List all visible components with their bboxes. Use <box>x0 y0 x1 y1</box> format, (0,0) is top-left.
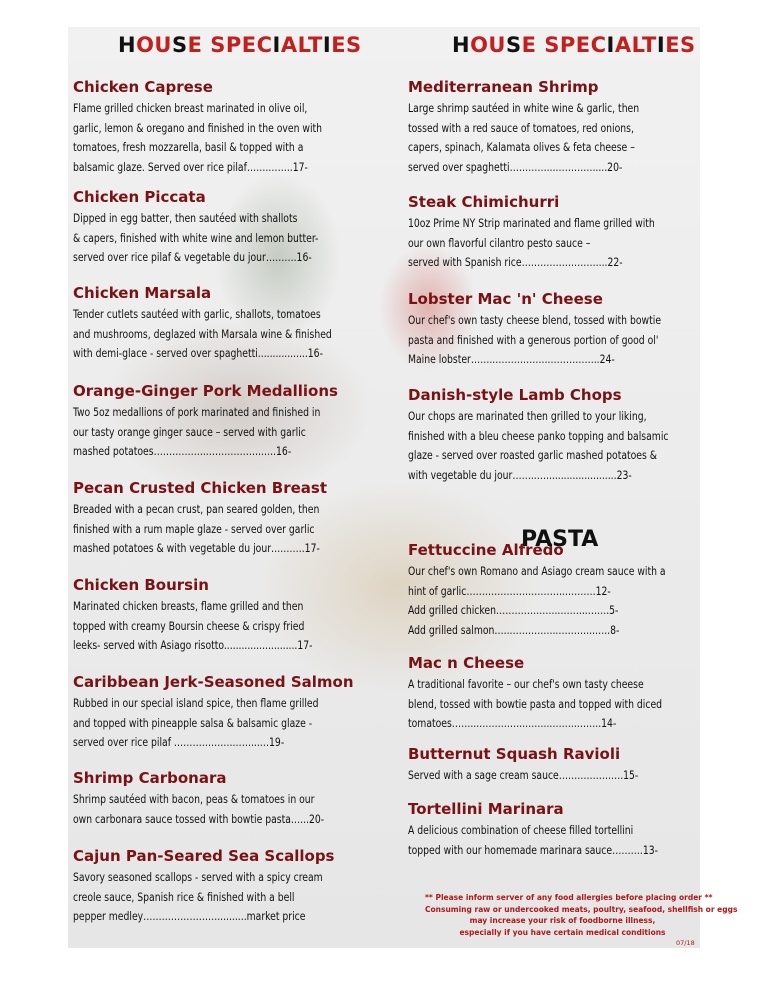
description-line: tossed with a red sauce of tomatoes, red onions, <box>408 121 634 135</box>
item-description <box>408 766 696 786</box>
item-name: Pecan Crusted Chicken Breast <box>73 479 327 497</box>
item-description <box>73 209 371 268</box>
item-description <box>408 675 696 734</box>
menu-item <box>73 768 373 829</box>
heading-part: ES <box>331 33 362 57</box>
description-line: tomatoes, fresh mozzarella, basil & topped with a <box>73 141 304 154</box>
description-line: our own flavorful cilantro pesto sauce – <box>408 236 591 250</box>
heading-part: S <box>505 33 522 57</box>
heading-part: E SPEC <box>187 33 273 57</box>
menu-item <box>73 187 373 268</box>
item-name: Cajun Pan-Seared Sea Scallops <box>73 847 335 865</box>
item-name: Orange-Ginger Pork Medallions <box>73 382 338 400</box>
menu-item <box>73 77 373 177</box>
item-description <box>73 790 371 829</box>
item-name: Chicken Marsala <box>73 284 212 302</box>
menu-item <box>408 799 698 860</box>
item-name: Chicken Piccata <box>73 188 206 206</box>
heading-part: ALT <box>614 33 657 57</box>
description-line: & capers, finished with white wine and lemon butter- <box>73 231 319 245</box>
heading-part: H <box>118 33 137 57</box>
menu-item <box>408 385 698 485</box>
item-description <box>408 821 696 860</box>
description-line: A delicious combination of cheese filled tortellini <box>408 824 634 837</box>
heading-part: ALT <box>280 33 323 57</box>
description-line: Dipped in egg batter, then sautéed with shallots <box>73 212 298 225</box>
description-line: balsamic glaze. Served over rice pilaf…….……..17- <box>73 160 308 174</box>
item-name: Shrimp Carbonara <box>73 769 227 787</box>
menu-item <box>408 744 698 786</box>
item-name: Chicken Boursin <box>73 576 209 594</box>
description-line: leeks- served with Asiago risotto.........................17- <box>73 639 313 652</box>
heading-part: I <box>656 33 666 57</box>
description-line: pasta and finished with a generous portion of good ol' <box>408 333 659 347</box>
menu-item <box>73 283 373 364</box>
item-name: Steak Chimichurri <box>408 193 560 211</box>
menu-page <box>68 27 738 948</box>
menu-item <box>73 478 373 559</box>
description-line: finished with a bleu cheese panko topping and balsamic <box>408 429 669 443</box>
heading-part: OU <box>470 33 506 57</box>
item-description <box>408 562 696 640</box>
item-description <box>408 311 696 370</box>
description-line: and topped with pineapple salsa & balsamic glaze - <box>73 716 313 730</box>
item-description <box>73 868 371 927</box>
description-line: served over rice pilaf ……………….……...…19- <box>73 736 285 749</box>
description-line: mashed potatoes……………...……………..…..16- <box>73 445 292 458</box>
menu-item <box>408 540 698 640</box>
description-line: Our chef's own tasty cheese blend, tossed with bowtie <box>408 314 662 327</box>
description-line: hint of garlic…………………………..……….12- <box>408 584 611 598</box>
heading-part: H <box>452 33 471 57</box>
menu-item <box>408 289 698 370</box>
description-line: with demi-glace - served over spaghetti.................16- <box>73 347 323 360</box>
right-heading <box>452 33 696 57</box>
description-line: A traditional favorite – our chef's own tasty cheese <box>408 678 644 691</box>
heading-part: ES <box>665 33 696 57</box>
description-line: Our chef's own Romano and Asiago cream sauce with a <box>408 565 666 578</box>
heading-part: I <box>606 33 615 57</box>
heading-part: I <box>322 33 332 57</box>
description-line: Flame grilled chicken breast marinated in olive oil, <box>73 102 308 115</box>
description-line: our tasty orange ginger sauce – served with garlic <box>73 425 306 439</box>
description-line: capers, spinach, Kalamata olives & feta cheese – <box>408 141 635 154</box>
description-line: Marinated chicken breasts, flame grilled and then <box>73 600 304 613</box>
menu-item <box>73 575 373 656</box>
item-description <box>408 99 696 177</box>
menu-item <box>408 192 698 273</box>
item-name: Lobster Mac 'n' Cheese <box>408 290 603 308</box>
menu-item <box>73 846 373 927</box>
menu-item <box>73 381 373 462</box>
item-name: Mediterranean Shrimp <box>408 78 599 96</box>
description-line: creole sauce, Spanish rice & finished with a bell <box>73 890 295 904</box>
description-line: own carbonara sauce tossed with bowtie pasta…...20- <box>73 812 325 826</box>
item-description <box>73 99 371 177</box>
description-line: served over spaghetti…………...………….....20- <box>408 160 623 174</box>
description-line: served over rice pilaf & vegetable du jour……….16- <box>73 251 312 264</box>
menu-item <box>408 77 698 177</box>
item-description <box>73 500 371 559</box>
left-heading <box>118 33 362 57</box>
notice-line: may increase your risk of foodborne illness, <box>469 916 656 925</box>
item-name: Caribbean Jerk-Seasoned Salmon <box>73 673 354 691</box>
description-line: blend, tossed with bowtie pasta and topped with diced <box>408 697 663 711</box>
description-line: Add grilled chicken………………...……...…….5- <box>408 604 619 617</box>
pasta-heading: PASTA <box>521 527 599 552</box>
item-name: Chicken Caprese <box>73 78 213 96</box>
description-line: 10oz Prime NY Strip marinated and flame grilled with <box>408 217 655 230</box>
allergy-notice <box>425 892 738 938</box>
notice-line: ** Please inform server of any food allergies before placing order ** <box>425 893 713 902</box>
description-line: served with Spanish rice……………………....22- <box>408 256 623 269</box>
description-line: finished with a rum maple glaze - served over garlic <box>73 522 315 536</box>
heading-part: S <box>171 33 188 57</box>
item-name: Fettuccine Alfredo <box>408 541 564 559</box>
revision-code: 07/18 <box>676 939 695 947</box>
description-line: topped with creamy Boursin cheese & crispy fried <box>73 619 305 633</box>
description-line: Maine lobster……..……………..……………..24- <box>408 353 615 366</box>
menu-item <box>73 672 373 753</box>
item-name: Mac n Cheese <box>408 654 525 672</box>
item-description <box>73 597 371 656</box>
description-line: Rubbed in our special island spice, then flame grilled <box>73 697 319 710</box>
description-line: Served with a sage cream sauce……….…….….15- <box>408 769 639 782</box>
description-line: tomatoes……...…………...……...……..……..14- <box>408 717 617 730</box>
item-description <box>408 214 696 273</box>
description-line: Add grilled salmon…...…………...………...…..8- <box>408 623 620 637</box>
description-line: Large shrimp sautéed in white wine & garlic, then <box>408 102 640 115</box>
description-line: Our chops are marinated then grilled to your liking, <box>408 410 647 423</box>
item-description <box>73 403 371 462</box>
description-line: garlic, lemon & oregano and finished in the oven with <box>73 121 323 135</box>
description-line: pepper medley……………………..........market price <box>73 910 306 923</box>
item-name: Danish-style Lamb Chops <box>408 386 622 404</box>
description-line: Shrimp sautéed with bacon, peas & tomatoes in our <box>73 793 315 806</box>
description-line: Tender cutlets sautéed with garlic, shallots, tomatoes <box>73 308 321 321</box>
item-description <box>408 407 696 485</box>
description-line: Two 5oz medallions of pork marinated and finished in <box>73 406 321 419</box>
notice-line: especially if you have certain medical conditions <box>459 927 666 937</box>
heading-part: I <box>272 33 281 57</box>
item-description <box>73 694 371 753</box>
notice-line: Consuming raw or undercooked meats, poultry, seafood, shellfish or eggs <box>425 904 738 914</box>
item-name: Butternut Squash Ravioli <box>408 745 621 763</box>
description-line: Breaded with a pecan crust, pan seared golden, then <box>73 503 320 516</box>
description-line: glaze - served over roasted garlic mashed potatoes & <box>408 449 657 462</box>
description-line: with vegetable du jour……..…........................23- <box>408 468 632 482</box>
menu-item <box>408 653 698 734</box>
heading-part: OU <box>136 33 172 57</box>
item-name: Tortellini Marinara <box>408 800 564 818</box>
item-description <box>73 305 371 364</box>
heading-part: E SPEC <box>521 33 607 57</box>
description-line: topped with our homemade marinara sauce……….13- <box>408 843 658 857</box>
description-line: Savory seasoned scallops - served with a spicy cream <box>73 871 323 884</box>
description-line: mashed potatoes & with vegetable du jour….…….17- <box>73 542 320 555</box>
description-line: and mushrooms, deglazed with Marsala wine & finished <box>73 327 332 341</box>
